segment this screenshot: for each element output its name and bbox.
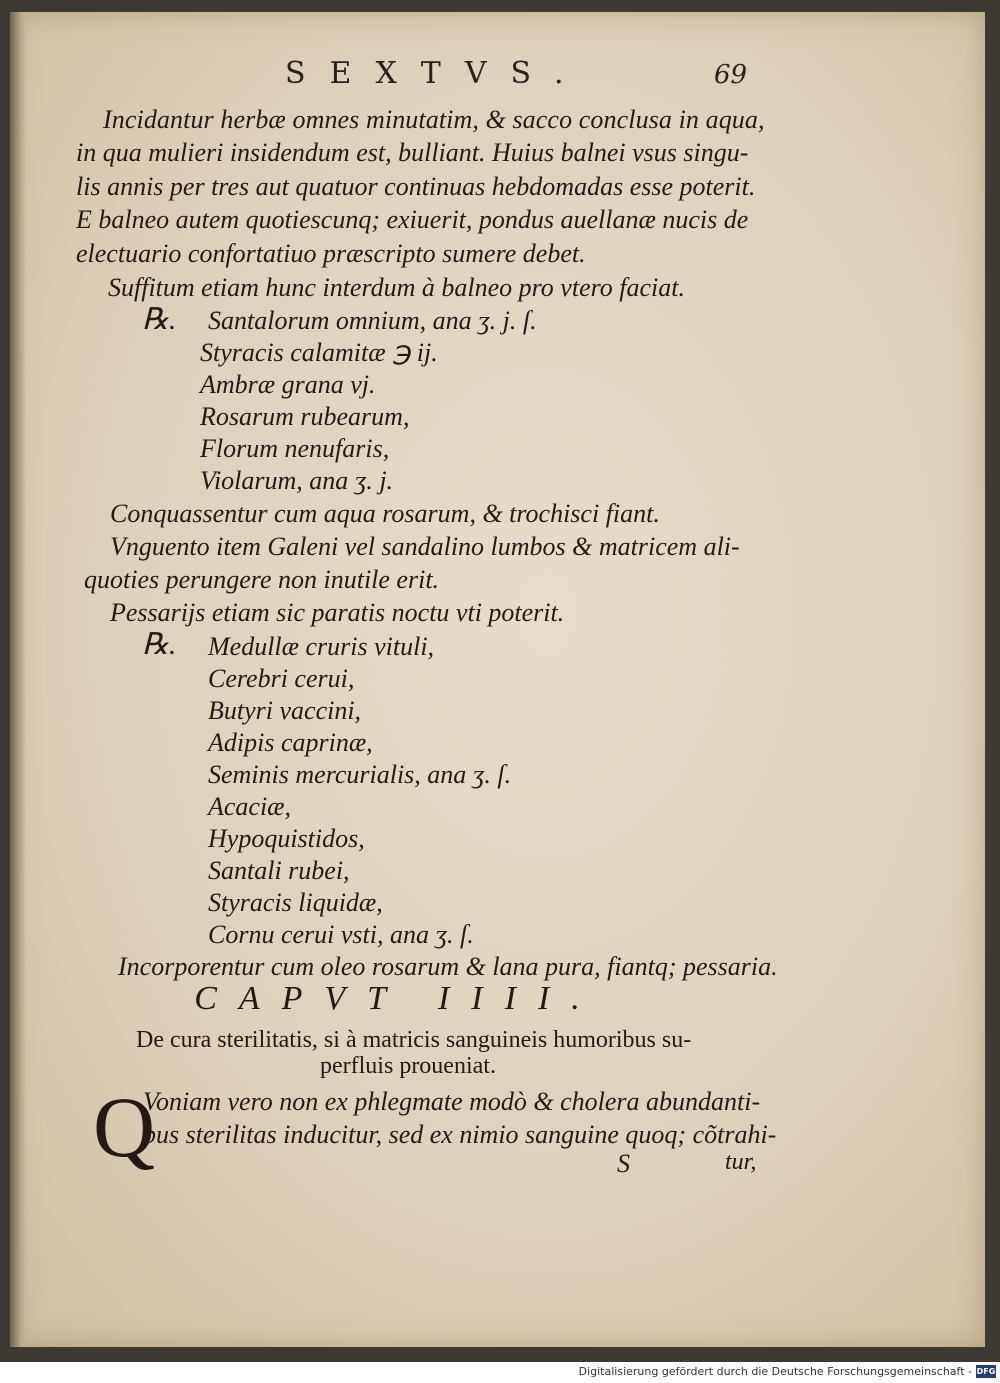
recipe-item: Santalorum omnium, ana ʒ. j. ſ. (208, 306, 537, 335)
recipe-item: Medullæ cruris vituli, (208, 632, 435, 661)
recipe-item: Florum nenufaris, (200, 434, 390, 463)
recipe-symbol: ℞. (142, 303, 177, 336)
recipe-item: Ambræ grana vj. (200, 370, 376, 399)
page-gutter (10, 12, 26, 1347)
text-line: Suffitum etiam hunc interdum à balneo pro vtero faciat. (108, 273, 685, 302)
recipe-item: Seminis mercurialis, ana ʒ. ſ. (208, 760, 512, 789)
chapter-heading: CAPVT IIII. (194, 980, 602, 1017)
page-number: 69 (714, 60, 748, 90)
running-head-title: SEXTVS. (285, 56, 588, 91)
running-head (10, 56, 985, 96)
signature-mark: S (617, 1149, 630, 1178)
text-line: in qua mulieri insidendum est, bulliant. Huius balnei vsus singu- (76, 138, 749, 167)
recipe-symbol: ℞. (142, 628, 177, 661)
recipe-item: Cerebri cerui, (208, 664, 355, 693)
catchword: tur, (725, 1149, 757, 1175)
chapter-subtitle: perfluis proueniat. (320, 1053, 496, 1079)
text-line: Incidantur herbæ omnes minutatim, & sacco conclusa in aqua, (103, 105, 765, 134)
chapter-subtitle: De cura sterilitatis, si à matricis sanguineis humoribus su- (136, 1027, 692, 1053)
text-line: electuario confortatiuo præscripto sumere debet. (76, 239, 586, 268)
drop-cap: Q (93, 1079, 156, 1175)
text-line: E balneo autem quotiescunq; exiuerit, pondus auellanæ nucis de (76, 205, 749, 234)
recipe-item: Acaciæ, (208, 792, 292, 821)
text-line: Conquassentur cum aqua rosarum, & trochisci fiant. (110, 499, 660, 528)
text-line: quoties perungere non inutile erit. (84, 565, 440, 594)
recipe-item: Adipis caprinæ, (208, 728, 373, 757)
text-line: Pessarijs etiam sic paratis noctu vti poterit. (110, 598, 565, 627)
recipe-item: Cornu cerui vsti, ana ʒ. ſ. (208, 920, 474, 949)
recipe-item: Styracis liquidæ, (208, 888, 383, 917)
digitization-footer (0, 1362, 1000, 1383)
text-line: lis annis per tres aut quatuor continuas hebdomadas esse poterit. (76, 172, 756, 201)
text-line: bus sterilitas inducitur, sed ex nimio sanguine quoq; cõtrahi- (143, 1120, 777, 1149)
recipe-item: Styracis calamitæ ℈ ij. (200, 338, 438, 367)
text-line: Voniam vero non ex phlegmate modò & cholera abundanti- (143, 1087, 761, 1116)
recipe-item: Hypoquistidos, (208, 824, 365, 853)
recipe-item: Rosarum rubearum, (200, 402, 410, 431)
text-line: Incorporentur cum oleo rosarum & lana pura, fiantq; pessaria. (118, 952, 778, 981)
recipe-item: Violarum, ana ʒ. j. (200, 466, 394, 495)
book-page (10, 12, 985, 1347)
dfg-logo: DFG (976, 1367, 996, 1376)
recipe-item: Butyri vaccini, (208, 696, 362, 725)
text-line: Vnguento item Galeni vel sandalino lumbos & matricem ali- (110, 532, 740, 561)
recipe-item: Santali rubei, (208, 856, 350, 885)
footer-credit: Digitalisierung gefördert durch die Deutsche Forschungsgemeinschaft - (578, 1365, 972, 1378)
